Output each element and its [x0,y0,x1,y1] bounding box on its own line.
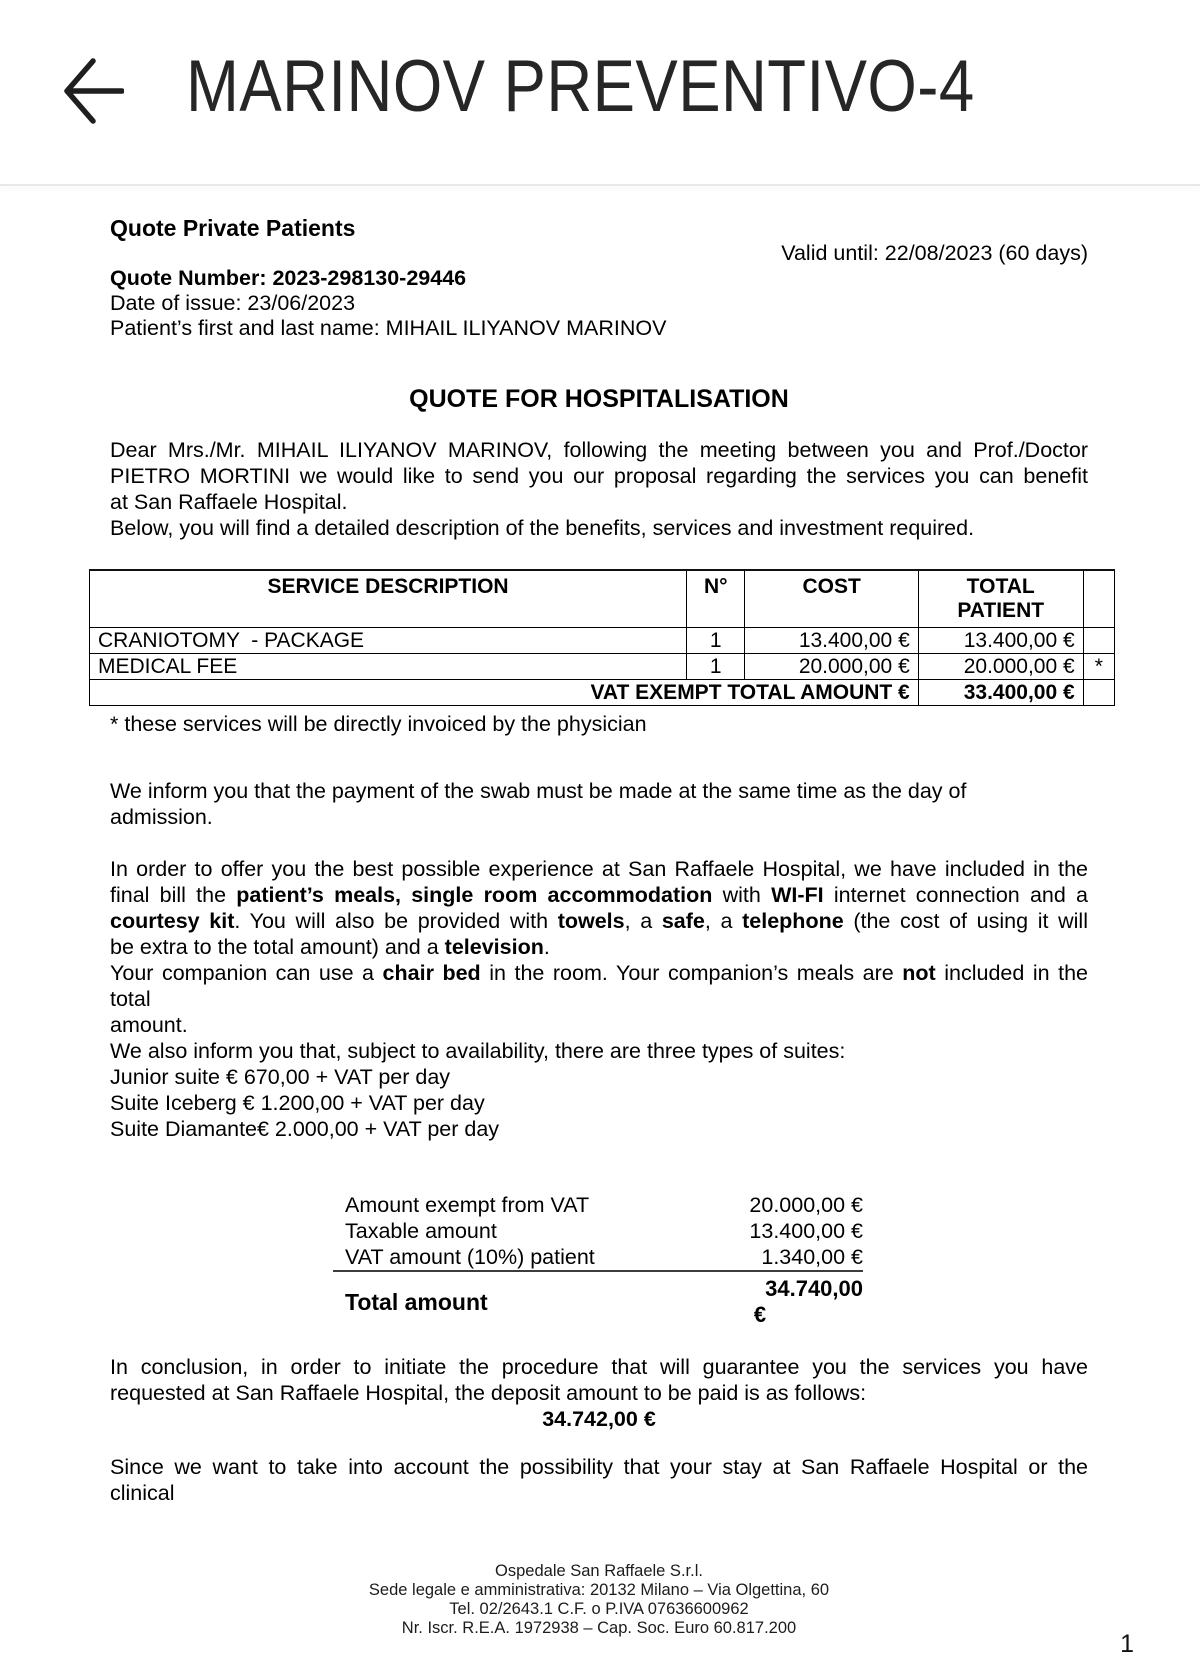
col-header-note [1083,570,1114,628]
totals-value: 13.400,00 € [749,1219,863,1243]
suite-line-iceberg: Suite Iceberg € 1.200,00 + VAT per day [110,1091,485,1115]
text-line: In order to offer you the best possible experience at San Raffaele Hospital, we have included in the [110,857,1088,881]
since-paragraph [110,1454,1088,1506]
suite-line-diamante: Suite Diamante€ 2.000,00 + VAT per day [110,1117,500,1141]
page-number: 1 [1120,1630,1134,1658]
service-description: MEDICAL FEE [90,654,687,680]
service-qty: 1 [687,654,745,680]
table-header-row [90,570,1115,628]
section-title: Quote Private Patients [110,215,356,241]
document-page [0,186,1200,1638]
grand-total-row [333,1271,863,1328]
text-line: final bill the patient’s meals, single room accommodation with WI-FI internet connection and a [110,883,1089,907]
grand-total-currency: € [753,1302,767,1327]
deposit-amount: 34.742,00 € [542,1407,656,1431]
table-row [90,628,1115,654]
totals-table [333,1192,863,1328]
companion-paragraph [110,960,1088,1038]
service-total: 13.400,00 € [918,628,1083,654]
totals-value: 20.000,00 € [749,1193,863,1217]
totals-label: Taxable amount [345,1219,497,1243]
text-line: total [110,987,151,1011]
quote-meta [110,216,1088,341]
arrow-left-icon [62,114,124,129]
text-line: Below, you will find a detailed description of the benefits, services and investment required. [110,516,975,540]
service-note [1083,628,1114,654]
table-row [90,654,1115,680]
text-line: We inform you that the payment of the swab must be made at the same time as the day of [110,779,967,803]
page-title: MARINOV PREVENTIVO-4 [186,46,975,127]
text-line: courtesy kit. You will also be provided with towels, a safe, a telephone (the cost of using it will [110,909,1088,933]
footer-line: Tel. 02/2643.1 C.F. o P.IVA 07636600962 [449,1600,749,1618]
swab-paragraph [110,778,1088,830]
text-line: clinical [110,1481,175,1505]
document-heading: QUOTE FOR HOSPITALISATION [409,385,789,413]
footer-line: Nr. Iscr. R.E.A. 1972938 – Cap. Soc. Euro 60.817.200 [401,1619,797,1637]
vat-exempt-label: VAT EXEMPT TOTAL AMOUNT € [90,680,919,706]
footer-line: Sede legale e amministrativa: 20132 Milano – Via Olgettina, 60 [368,1581,830,1599]
service-total: 20.000,00 € [918,654,1083,680]
service-description: CRANIOTOMY - PACKAGE [90,628,687,654]
date-of-issue: Date of issue: 23/06/2023 [110,291,356,315]
text-line: In conclusion, in order to initiate the procedure that will guarantee you the services you have [110,1355,1088,1379]
table-total-row [90,680,1115,706]
totals-value: 1.340,00 € [761,1245,863,1269]
vat-exempt-value: 33.400,00 € [918,680,1083,706]
grand-total-label: Total amount [333,1271,657,1328]
footer-line: Ospedale San Raffaele S.r.l. [495,1562,703,1580]
vat-exempt-note [1083,680,1114,706]
service-table [89,569,1115,706]
col-header-description: SERVICE DESCRIPTION [90,570,687,628]
conclusion-paragraph [110,1354,1088,1406]
amenities-paragraph [110,856,1088,960]
service-cost: 20.000,00 € [745,654,918,680]
intro-paragraph [110,437,1088,541]
text-line: admission. [110,805,213,829]
service-qty: 1 [687,628,745,654]
app-header [0,0,1200,184]
service-cost: 13.400,00 € [745,628,918,654]
totals-row [333,1244,863,1271]
quote-number: Quote Number: 2023-298130-29446 [110,266,467,290]
col-header-total-patient: TOTAL PATIENT [918,570,1083,628]
totals-label: Amount exempt from VAT [345,1193,590,1217]
text-line: requested at San Raffaele Hospital, the deposit amount to be paid is as follows: [110,1381,867,1405]
back-button[interactable] [62,56,124,126]
col-header-n: N° [687,570,745,628]
text-line: at San Raffaele Hospital. [110,490,348,514]
suite-line-junior: Junior suite € 670,00 + VAT per day [110,1065,451,1089]
text-line: be extra to the total amount) and a television. [110,935,550,959]
text-line: Your companion can use a chair bed in the room. Your companion’s meals are not included in the [110,961,1088,985]
totals-row [333,1218,863,1244]
company-footer [110,1562,1088,1638]
valid-until: Valid until: 22/08/2023 (60 days) [781,241,1088,265]
text-line: Dear Mrs./Mr. MIHAIL ILIYANOV MARINOV, following the meeting between you and Prof./Doctor [110,438,1088,462]
table-footnote: * these services will be directly invoiced by the physician [110,712,647,736]
text-line: Since we want to take into account the possibility that your stay at San Raffaele Hospital or the [110,1455,1088,1479]
totals-label: VAT amount (10%) patient [345,1245,595,1269]
text-line: amount. [110,1013,188,1037]
text-line: PIETRO MORTINI we would like to send you our proposal regarding the services you can benefit [110,464,1088,488]
grand-total-value [657,1271,863,1328]
col-header-cost: COST [745,570,918,628]
patient-name-line: Patient’s first and last name: MIHAIL ILIYANOV MARINOV [110,316,667,340]
grand-total-number: 34.740,00 [765,1276,863,1301]
totals-row [333,1192,863,1218]
suites-intro: We also inform you that, subject to availability, there are three types of suites: [110,1039,846,1063]
service-note: * [1083,654,1114,680]
